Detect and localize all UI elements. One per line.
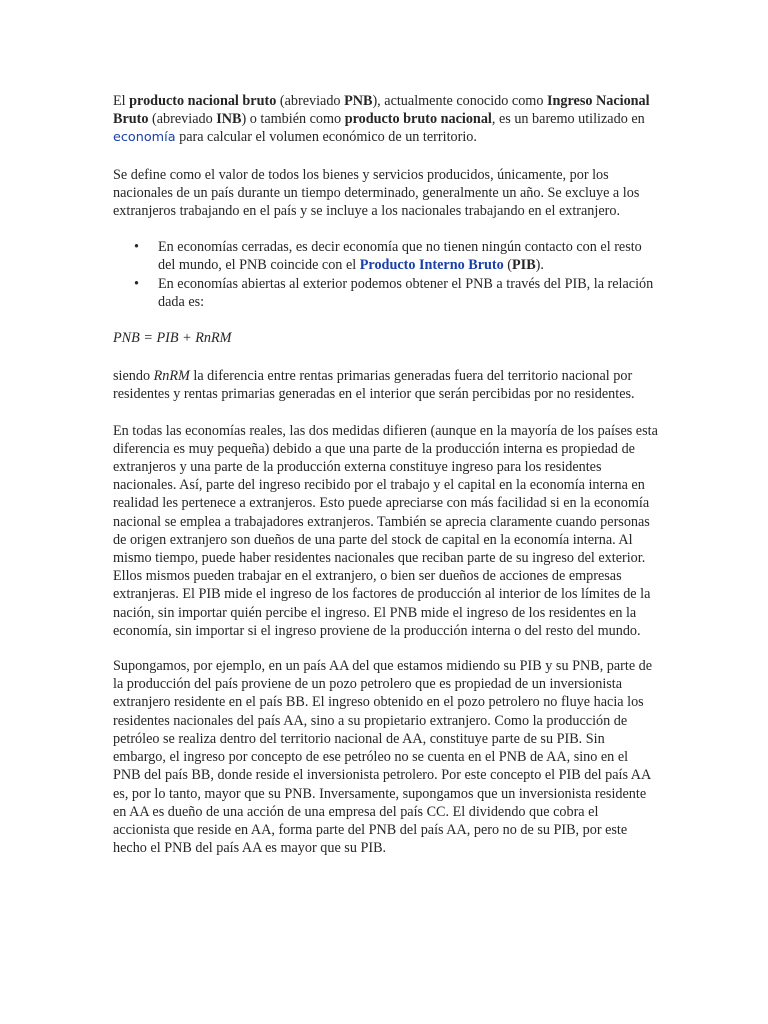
intro-text-7: para calcular el volumen económico de un territorio. — [175, 129, 477, 146]
intro-text-2: (abreviado — [276, 93, 345, 109]
term-rnrm: RnRM — [153, 368, 190, 385]
real-economies-paragraph: En todas las economías reales, las dos medidas difieren (aunque en la mayoría de los países esta diferencia es muy pequeña) debido a que una parte de la producción interna es propiedad de extranjeros y una parte de la producción externa constituye ingreso para los residentes nacionales. Así, parte del ingreso recibido por el trabajo y el capital en la economía interna en realidad les pertenece a extranjeros. Esto puede apreciarse con más facilidad si en la economía nacional se emplea a trabajadores extranjeros. También se aprecia claramente cuando personas de origen extranjero son dueños de una parte del stock de capital en la economía interna. Al mismo tiempo, puede haber residentes nacionales que reciban parte de su ingreso del exterior. Ellos mismos pueden trabajar en el extranjero, o bien ser dueños de acciones de empresas extranjeras. El PIB mide el ingreso de los factores de producción al interior de los límites de la nación, sin importar quién percibe el ingreso. El PNB mide el ingreso de los residentes en la economía, sin importar si el ingreso proviene de la producción interna o del resto del mundo. — [113, 422, 658, 639]
term-pib: PIB — [512, 257, 536, 274]
rnrm-paragraph — [113, 367, 658, 403]
intro-text-3: ), actualmente conocido como — [372, 93, 547, 109]
term-pnb: PNB — [344, 93, 373, 109]
economia-link[interactable]: economía — [113, 130, 176, 146]
rnrm-text-2: la diferencia entre rentas primarias generadas fuera del territorio nacional por residentes y rentas primarias generadas en el interior que serán percibidas por no residentes. — [113, 368, 635, 403]
intro-text-6: , es un baremo utilizado en — [491, 111, 645, 128]
term-inb: INB — [216, 111, 242, 128]
bullet-icon: • — [134, 275, 139, 292]
document-page — [113, 92, 658, 875]
list-item — [134, 238, 658, 274]
term-inb-full: Ingreso Nacional Bruto — [113, 93, 650, 128]
intro-paragraph — [113, 92, 658, 148]
example-paragraph: Supongamos, por ejemplo, en un país AA del que estamos midiendo su PIB y su PNB, parte de la producción del país proviene de un pozo petrolero que es propiedad de un inversionista extranjero residente en el país BB. El ingreso obtenido en el pozo petrolero no fluye hacia los residentes nacionales del país AA, sino a su propietario extranjero. Como la producción de petróleo se realiza dentro del territorio nacional de AA, constituye parte de su PIB. Sin embargo, el ingreso por concepto de ese petróleo no se cuenta en el PNB de AA, sino en el PNB del país BB, donde reside el inversionista petrolero. Por este concepto el PIB del país AA es, por lo tanto, mayor que su PNB. Inversamente, supongamos que un inversionista residente en AA es dueño de una acción de una empresa del país CC. El dividendo que cobra el accionista que reside en AA, forma parte del PNB del país AA, pero no de su PIB, por este hecho el PNB del país AA es mayor que su PIB. — [113, 658, 653, 857]
definition-paragraph: Se define como el valor de todos los bienes y servicios producidos, únicamente, por los nacionales de un país durante un tiempo determinado, generalmente un año. Se excluye a los extranjeros trabajando en el país y se incluye a los nacionales trabajando en el extranjero. — [113, 166, 640, 220]
bullet-icon: • — [134, 239, 139, 256]
intro-text-5: ) o también como — [241, 111, 345, 128]
term-pbn: producto bruto nacional — [344, 111, 492, 128]
intro-text-1: El — [113, 93, 130, 109]
list-item-text: En economías cerradas, es decir economía que no tienen ningún contacto con el resto del mundo, el PNB coincide con el — [158, 239, 642, 274]
formula: PNB = PIB + RnRM — [113, 330, 232, 347]
pib-link[interactable] — [360, 257, 504, 273]
list-item-text: ). — [535, 257, 544, 274]
rnrm-text-1: siendo — [113, 368, 154, 385]
term-pnb-full: producto nacional bruto — [129, 93, 277, 109]
list-item — [134, 275, 658, 311]
bullet-list — [113, 238, 658, 311]
list-item-text: ( — [503, 257, 513, 274]
intro-text-4: (abreviado — [148, 111, 217, 128]
pib-link-label: Producto Interno Bruto — [359, 257, 504, 274]
list-item-text: En economías abiertas al exterior podemos obtener el PNB a través del PIB, la relación dada es: — [158, 275, 654, 310]
